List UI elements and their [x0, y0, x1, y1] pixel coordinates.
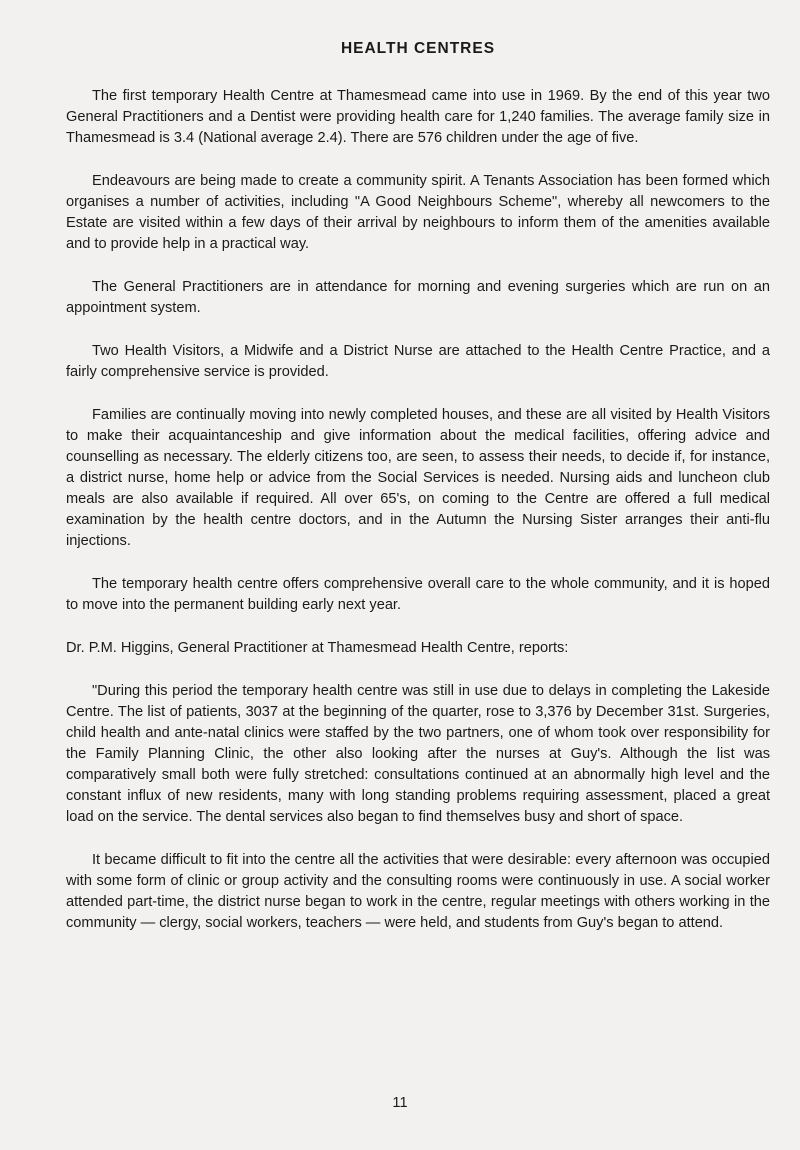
paragraph-dr-higgins-report-intro: Dr. P.M. Higgins, General Practitioner at Thamesmead Health Centre, reports:	[66, 640, 569, 656]
page-number: 11	[392, 1095, 408, 1111]
paragraph-community-spirit: Endeavours are being made to create a community spirit. A Tenants Association has been formed which organises a number of activities, including "A Good Neighbours Scheme", whereby all newcomers to the Estate are visited within a few days of their arrival by neighbours to inform them of the amenities available and to provide help in a practical way.	[66, 173, 770, 252]
paragraph-families-visited: Families are continually moving into newly completed houses, and these are all visited by Health Visitors to make their acquaintanceship and give information about the medical facilities, offering advice and counselling as necessary. The elderly citizens too, are seen, to assess their needs, to decide if, for instance, a district nurse, home help or advice from the Social Services is needed. Nursing aids and luncheon club meals are also available if required. All over 65's, on coming to the Centre are offered a full medical examination by the health centre doctors, and in the Autumn the Nursing Sister arranges their anti-flu injections.	[66, 407, 770, 549]
paragraph-report-quote-1: "During this period the temporary health centre was still in use due to delays in completing the Lakeside Centre. The list of patients, 3037 at the beginning of the quarter, rose to 3,376 by December 31st. Surgeries, child health and ante-natal clinics were staffed by the two partners, one of whom took over responsibility for the Family Planning Clinic, the other also looking after the nurses at Guy's. Although the list was comparatively small both were fully stretched: consultations continued at an abnormally high level and the constant influx of new residents, many with long standing problems requiring assessment, placed a great load on the service. The dental services also began to find themselves busy and short of space.	[66, 683, 770, 825]
paragraph-health-centre-intro: The first temporary Health Centre at Thamesmead came into use in 1969. By the end of this year two General Practitioners and a Dentist were providing health care for 1,240 families. The average family size in Thamesmead is 3.4 (National average 2.4). There are 576 children under the age of five.	[66, 88, 770, 146]
paragraph-comprehensive-care: The temporary health centre offers comprehensive overall care to the whole community, and it is hoped to move into the permanent building early next year.	[66, 576, 770, 613]
paragraph-report-quote-2: It became difficult to fit into the centre all the activities that were desirable: every afternoon was occupied with some form of clinic or group activity and the consulting rooms were continuously in use. A social worker attended part-time, the district nurse began to work in the centre, regular meetings with others working in the community — clergy, social workers, teachers — were held, and students from Guy's began to attend.	[66, 852, 770, 931]
page-title: HEALTH CENTRES	[340, 40, 496, 57]
paragraph-general-practitioners: The General Practitioners are in attendance for morning and evening surgeries which are run on an appointment system.	[66, 279, 770, 316]
paragraph-health-visitors: Two Health Visitors, a Midwife and a District Nurse are attached to the Health Centre Practice, and a fairly comprehensive service is provided.	[66, 343, 770, 380]
